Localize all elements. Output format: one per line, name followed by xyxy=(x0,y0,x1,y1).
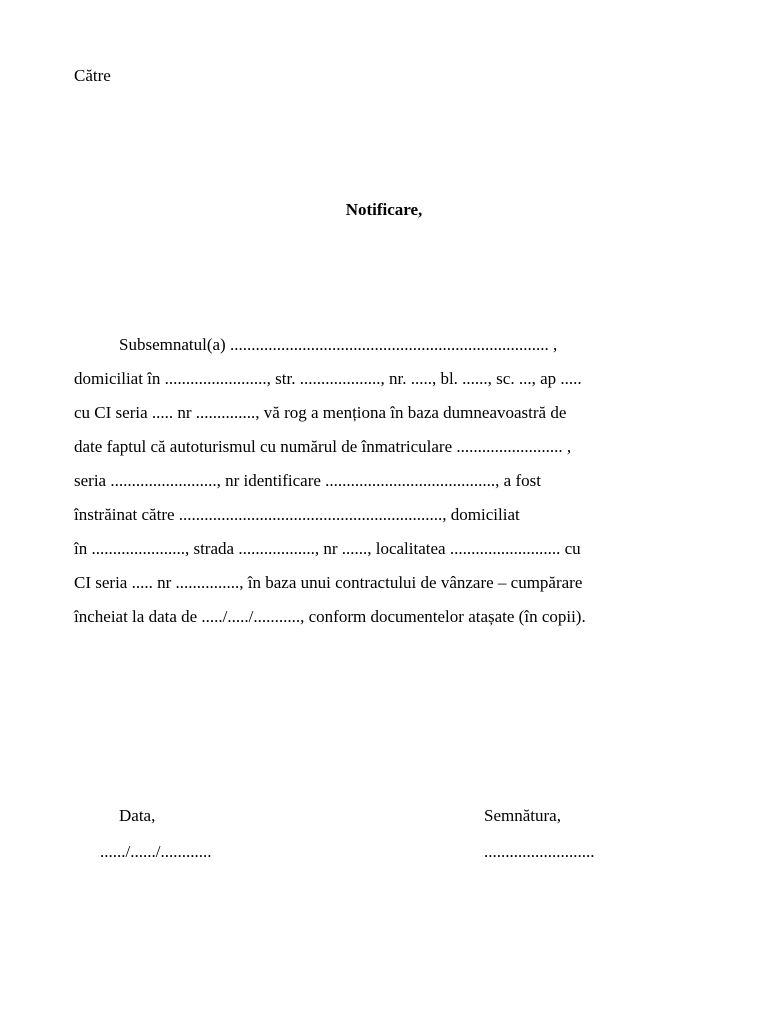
body-line: încheiat la data de ...../...../..........., conform documentelor atașate (în copii). xyxy=(74,607,586,626)
body-line: CI seria ..... nr ..............., în baza unui contractului de vânzare – cumpărare xyxy=(74,573,583,592)
body-line: domiciliat în ........................, str. ..................., nr. ....., bl. ......, sc. ..., ap ..... xyxy=(74,369,582,388)
body-line: date faptul că autoturismul cu numărul de înmatriculare ......................... , xyxy=(74,437,572,456)
body-line: Subsemnatul(a) ........................................................................... , xyxy=(119,335,558,354)
body-paragraph xyxy=(74,334,698,640)
signature-placeholder: .......................... xyxy=(484,842,595,861)
body-line: seria ........................., nr identificare ........................................, a fost xyxy=(74,471,541,490)
body-line: înstrăinat către .............................................................., domiciliat xyxy=(74,505,520,524)
signature-label: Semnătura, xyxy=(484,806,561,825)
recipient-line: Către xyxy=(74,66,111,85)
document-title: Notificare, xyxy=(345,200,423,219)
body-line: în ......................, strada .................., nr ......, localitatea .......................... cu xyxy=(74,539,581,558)
date-label: Data, xyxy=(119,806,156,825)
date-placeholder: ....../....../............ xyxy=(100,842,212,861)
body-line: cu CI seria ..... nr .............., vă rog a menționa în baza dumneavoastră de xyxy=(74,403,567,422)
